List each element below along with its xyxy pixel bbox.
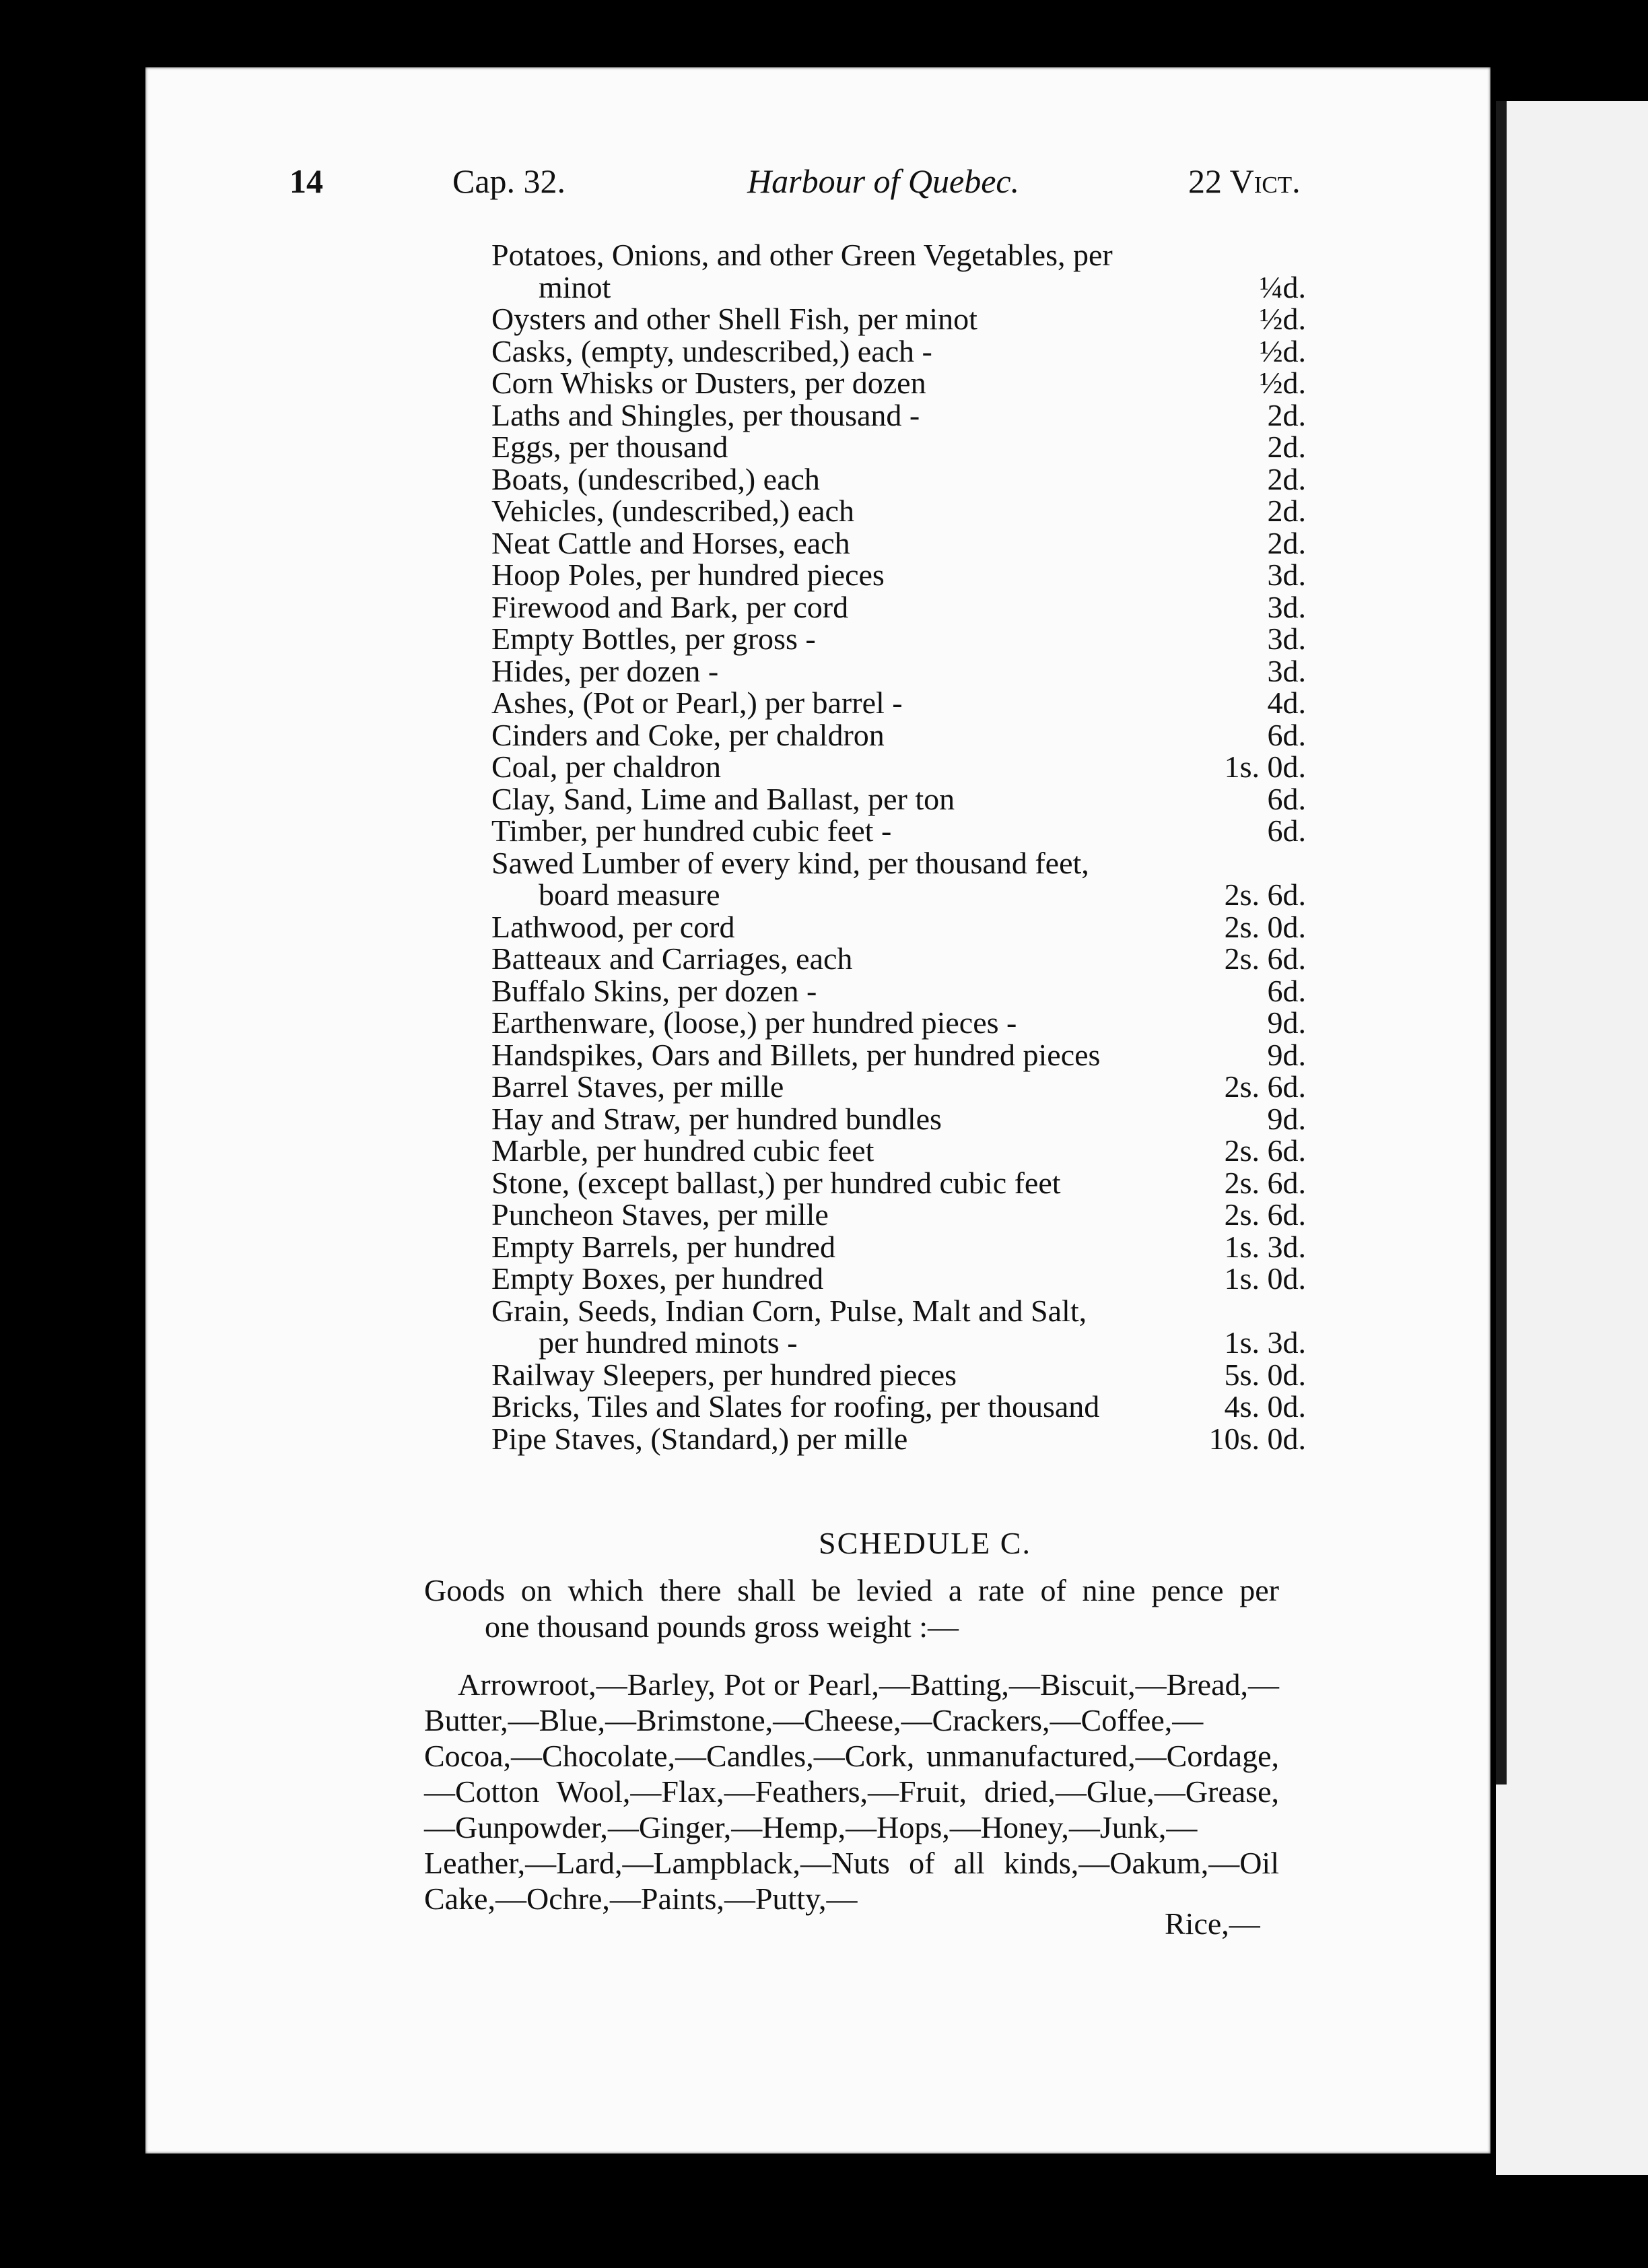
tariff-row — [491, 1327, 1306, 1359]
tariff-row — [491, 1135, 1306, 1167]
tariff-row — [491, 1071, 1306, 1103]
tariff-amount: 3d. — [1267, 653, 1306, 688]
tariff-amount: 6d. — [1267, 973, 1306, 1008]
running-header — [289, 162, 1313, 215]
tariff-row — [491, 431, 1306, 463]
tariff-row — [491, 847, 1306, 879]
tariff-row — [491, 1231, 1306, 1263]
tariff-item: Batteaux and Carriages, each — [491, 941, 853, 976]
tariff-row — [491, 783, 1306, 815]
tariff-item: Hides, per dozen - — [491, 653, 719, 688]
tariff-row — [491, 303, 1306, 335]
tariff-row — [491, 399, 1306, 432]
tariff-amount: 2s. 6d. — [1224, 1165, 1306, 1200]
tariff-amount: 2s. 6d. — [1224, 1133, 1306, 1168]
tariff-amount: 1s. 3d. — [1224, 1229, 1306, 1264]
tariff-row — [491, 1295, 1306, 1327]
tariff-amount: 2d. — [1267, 430, 1306, 464]
tariff-row — [491, 1359, 1306, 1391]
tariff-item: Casks, (empty, undescribed,) each - — [491, 333, 932, 368]
tariff-item: Potatoes, Onions, and other Green Vegetables, per — [491, 238, 1113, 272]
goods-list: Arrowroot,—Barley, Pot or Pearl,—Batting,—Biscuit,—Bread,—Butter,—Blue,—Brimstone,—Cheese,—Crackers,—Coffee,—Cocoa,—Chocolate,—Candles,—Cork, unmanufactured,—Cordage,—Cotton Wool,—Flax,—Feathers,—Fruit, dried,—Glue,—Grease,—Gunpowder,—Ginger,—Hemp,—Hops,—Honey,—Junk,—Leather,—Lard,—Lampblack,—Nuts of all kinds,—Oakum,—Oil Cake,—Ochre,—Paints,—Putty,— — [424, 1667, 1279, 1916]
tariff-row — [491, 815, 1306, 847]
regnal-year: 22 Vict. — [1188, 162, 1301, 200]
tariff-row — [491, 1007, 1306, 1039]
tariff-item: Boats, (undescribed,) each — [491, 461, 820, 496]
tariff-item: minot — [539, 269, 611, 304]
tariff-item: Empty Boxes, per hundred — [491, 1261, 824, 1296]
tariff-amount: 4s. 0d. — [1224, 1389, 1306, 1424]
tariff-item: Coal, per chaldron — [491, 749, 722, 784]
schedule-intro-line-2: one thousand pounds gross weight :— — [485, 1609, 959, 1644]
tariff-row — [491, 1199, 1306, 1231]
schedule-title: SCHEDULE C. — [819, 1526, 1031, 1560]
tariff-row — [491, 751, 1306, 783]
tariff-item: Clay, Sand, Lime and Ballast, per ton — [491, 781, 955, 816]
tariff-item: Vehicles, (undescribed,) each — [491, 494, 854, 528]
tariff-amount: 10s. 0d. — [1208, 1421, 1306, 1456]
tariff-row — [491, 687, 1306, 719]
tariff-item: Ashes, (Pot or Pearl,) per barrel - — [491, 686, 903, 720]
tariff-row — [491, 1103, 1306, 1135]
tariff-row — [491, 239, 1306, 271]
adjacent-page-edge — [1496, 101, 1648, 2175]
tariff-amount: 9d. — [1267, 1037, 1306, 1072]
tariff-row — [491, 527, 1306, 560]
schedule-heading — [0, 1525, 1648, 1561]
tariff-item: Neat Cattle and Horses, each — [491, 525, 850, 560]
goods-list-continuation: Rice,— — [1165, 1906, 1260, 1941]
running-title: Harbour of Quebec. — [747, 162, 1020, 200]
tariff-item: Puncheon Staves, per mille — [491, 1197, 829, 1232]
tariff-amount: ½d. — [1260, 333, 1306, 368]
tariff-amount: 2d. — [1267, 461, 1306, 496]
tariff-item: Hoop Poles, per hundred pieces — [491, 558, 885, 592]
tariff-item: Earthenware, (loose,) per hundred pieces - — [491, 1005, 1017, 1040]
tariff-amount: 3d. — [1267, 558, 1306, 592]
tariff-amount: 1s. 0d. — [1224, 749, 1306, 784]
tariff-row — [491, 463, 1306, 496]
tariff-amount: ¼d. — [1260, 269, 1306, 304]
schedule-intro-line-1: Goods on which there shall be levied a rate of nine pence per — [424, 1573, 1279, 1607]
tariff-item: per hundred minots - — [539, 1325, 798, 1360]
tariff-amount: 4d. — [1267, 686, 1306, 720]
tariff-item: Bricks, Tiles and Slates for roofing, per thousand — [491, 1389, 1100, 1424]
tariff-amount: 9d. — [1267, 1101, 1306, 1136]
tariff-item: Firewood and Bark, per cord — [491, 589, 849, 624]
tariff-row — [491, 1263, 1306, 1295]
tariff-amount: 1s. 3d. — [1224, 1325, 1306, 1360]
chapter-label: Cap. 32. — [452, 162, 566, 200]
tariff-amount: 6d. — [1267, 781, 1306, 816]
tariff-item: Cinders and Coke, per chaldron — [491, 717, 885, 752]
tariff-row — [491, 1423, 1306, 1455]
tariff-item: Pipe Staves, (Standard,) per mille — [491, 1421, 908, 1456]
tariff-item: Corn Whisks or Dusters, per dozen — [491, 366, 926, 400]
tariff-amount: 2s. 6d. — [1224, 877, 1306, 912]
tariff-item: Barrel Staves, per mille — [491, 1069, 784, 1104]
tariff-item: Lathwood, per cord — [491, 909, 735, 944]
tariff-row — [491, 719, 1306, 752]
tariff-item: Hay and Straw, per hundred bundles — [491, 1101, 942, 1136]
tariff-amount: 2s. 6d. — [1224, 941, 1306, 976]
tariff-row — [491, 943, 1306, 975]
tariff-item: Sawed Lumber of every kind, per thousand feet, — [491, 845, 1089, 880]
tariff-row — [491, 911, 1306, 943]
schedule-intro — [424, 1572, 1279, 1645]
tariff-row — [491, 1167, 1306, 1199]
tariff-amount: 2s. 6d. — [1224, 1197, 1306, 1232]
tariff-row — [491, 1391, 1306, 1423]
tariff-row — [491, 1039, 1306, 1071]
tariff-item: Timber, per hundred cubic feet - — [491, 813, 892, 848]
tariff-row — [491, 559, 1306, 591]
tariff-amount: 2d. — [1267, 397, 1306, 432]
tariff-item: Empty Barrels, per hundred — [491, 1229, 835, 1264]
tariff-amount: ½d. — [1260, 302, 1306, 336]
tariff-item: Empty Bottles, per gross - — [491, 622, 816, 656]
tariff-item: Eggs, per thousand — [491, 430, 728, 464]
tariff-amount: ½d. — [1260, 366, 1306, 400]
tariff-amount: 6d. — [1267, 717, 1306, 752]
tariff-amount: 3d. — [1267, 589, 1306, 624]
tariff-amount: 9d. — [1267, 1005, 1306, 1040]
tariff-item: Grain, Seeds, Indian Corn, Pulse, Malt and Salt, — [491, 1293, 1087, 1328]
tariff-item: Handspikes, Oars and Billets, per hundred pieces — [491, 1037, 1101, 1072]
tariff-item: Laths and Shingles, per thousand - — [491, 397, 920, 432]
tariff-amount: 6d. — [1267, 813, 1306, 848]
tariff-table — [491, 239, 1306, 1455]
tariff-row — [491, 879, 1306, 911]
tariff-row — [491, 367, 1306, 399]
tariff-item: Buffalo Skins, per dozen - — [491, 973, 817, 1008]
tariff-row — [491, 495, 1306, 527]
tariff-row — [491, 591, 1306, 624]
tariff-amount: 1s. 0d. — [1224, 1261, 1306, 1296]
tariff-row — [491, 975, 1306, 1007]
tariff-amount: 5s. 0d. — [1224, 1357, 1306, 1392]
tariff-row — [491, 271, 1306, 304]
tariff-amount: 2s. 0d. — [1224, 909, 1306, 944]
page-number: 14 — [289, 162, 323, 200]
tariff-row — [491, 623, 1306, 655]
tariff-row — [491, 655, 1306, 688]
tariff-amount: 2d. — [1267, 494, 1306, 528]
tariff-item: Marble, per hundred cubic feet — [491, 1133, 874, 1168]
tariff-item: Railway Sleepers, per hundred pieces — [491, 1357, 957, 1392]
tariff-amount: 2s. 6d. — [1224, 1069, 1306, 1104]
tariff-row — [491, 335, 1306, 368]
tariff-amount: 3d. — [1267, 622, 1306, 656]
tariff-item: Oysters and other Shell Fish, per minot — [491, 302, 977, 336]
tariff-item: Stone, (except ballast,) per hundred cubic feet — [491, 1165, 1061, 1200]
tariff-amount: 2d. — [1267, 525, 1306, 560]
tariff-item: board measure — [539, 877, 720, 912]
